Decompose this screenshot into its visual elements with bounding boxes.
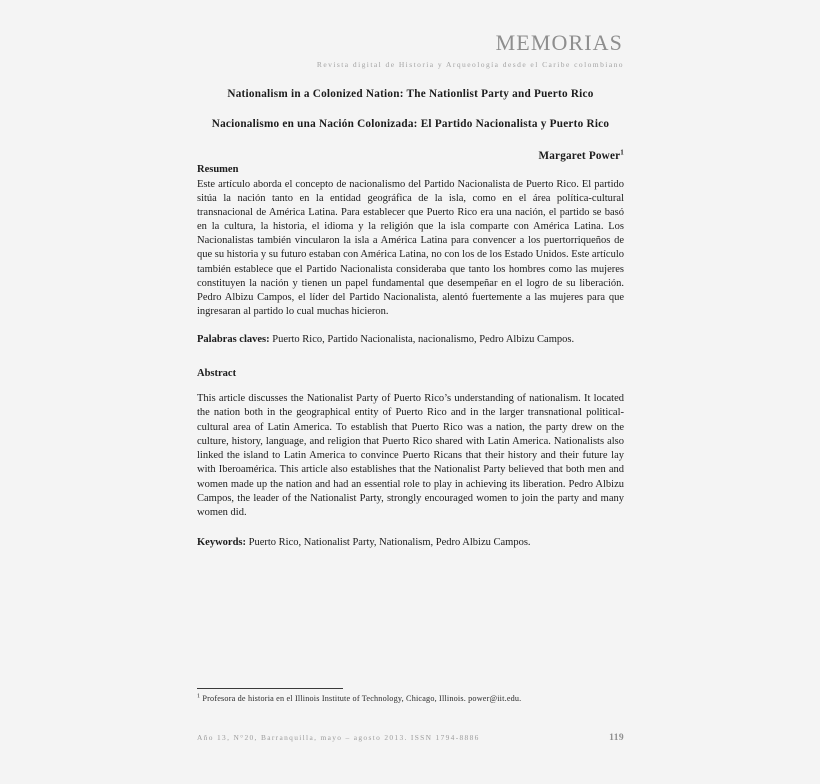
journal-title: MEMORIAS — [495, 30, 623, 55]
author-name: Margaret Power — [538, 150, 621, 162]
abstract-body: This article discusses the Nationalist Party of Puerto Rico’s understanding of nationalism. It located the nation both in the geographical entity of Puerto Rico and in the larger transnational political-cultural area of Latin America. To establish that Puerto Rico was a nation, the party drew on the culture, history, language, and religion that Puerto Rico shared with Latin America. Nationalists also linked the island to Latin America to convince Puerto Ricans that their history and their future lay with Iberoamérica. This article also establishes that the Nationalist Party believed that both men and women made up the nation and had an essential role to play in achieving its liberation. Pedro Albizu Campos, the leader of the Nationalist Party, strongly encouraged women to join the party and many women did. — [197, 392, 624, 519]
page-content — [197, 0, 624, 550]
abstract-heading: Abstract — [197, 367, 237, 379]
journal-masthead — [197, 0, 624, 71]
footnote-entry — [197, 693, 624, 704]
resumen-keywords-label: Palabras claves: — [197, 333, 270, 345]
footer-citation: Año 13, N°20, Barranquilla, mayo – agosto 2013. ISSN 1794-8886 — [197, 733, 480, 742]
abstract-keywords-label: Keywords: — [197, 536, 246, 548]
resumen-heading: Resumen — [197, 164, 239, 175]
page-footer — [197, 732, 624, 744]
author-line — [197, 149, 624, 163]
footnote-body: Profesora de historia en el Illinois Institute of Technology, Chicago, Illinois. power@iit.edu. — [202, 694, 522, 703]
author-footnote-marker: 1 — [620, 148, 624, 157]
abstract-keywords — [197, 536, 624, 550]
resumen-body: Este artículo aborda el concepto de nacionalismo del Partido Nacionalista de Puerto Rico. El partido sitúa la nación tanto en la entidad geográfica de la isla, como en el área política-cultural transnacional de América Latina. Para establecer que Puerto Rico era una nación, el partido se basó en la cultura, la historia, el idioma y la religión que la isla comparte con América Latina. Los Nacionalistas también vincularon la isla a América Latina para convencer a los puertorriqueños de que su historia y su futuro estaban con América Latina, no con los de los Estado Unidos. Este artículo también establece que el Partido Nacionalista consideraba que tanto los hombres como las mujeres constituyen la nación y tienen un papel fundamental que desempeñar en el logro de su liberación. Pedro Albizu Campos, el líder del Partido Nacionalista, alentó fuertemente a las mujeres para que ingresaran al partido lo cual muchas hicieron. — [197, 179, 624, 317]
resumen-keywords-value: Puerto Rico, Partido Nacionalista, nacionalismo, Pedro Albizu Campos. — [272, 333, 575, 345]
footnote-marker: 1 — [197, 693, 201, 700]
footer-page-number: 119 — [609, 733, 624, 743]
article-title-english: Nationalism in a Colonized Nation: The Nationlist Party and Puerto Rico — [227, 88, 594, 100]
journal-subtitle: Revista digital de Historia y Arqueología desde el Caribe colombiano — [316, 60, 624, 69]
resumen-keywords — [197, 333, 624, 347]
footnote-separator-rule — [197, 688, 343, 689]
abstract-keywords-value: Puerto Rico, Nationalist Party, Nationalism, Pedro Albizu Campos. — [248, 536, 531, 548]
article-title-spanish: Nacionalismo en una Nación Colonizada: El Partido Nacionalista y Puerto Rico — [211, 118, 610, 130]
footnote-area — [197, 688, 624, 704]
